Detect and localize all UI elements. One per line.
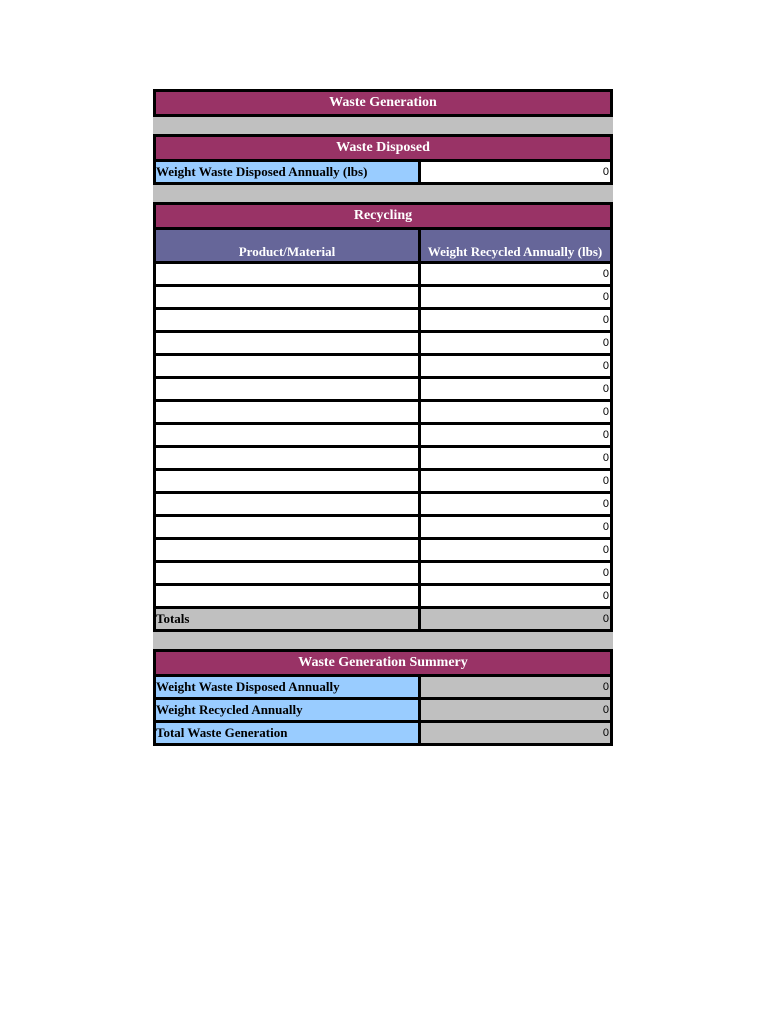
- table-row: [153, 586, 613, 609]
- summary-label: Weight Waste Disposed Annually: [156, 677, 421, 697]
- product-cell[interactable]: [156, 563, 421, 583]
- summary-title: Waste Generation Summery: [298, 655, 468, 670]
- weight-cell[interactable]: 0: [421, 540, 610, 560]
- summary-row: [153, 677, 613, 700]
- summary-value: 0: [421, 677, 610, 697]
- table-row: [153, 356, 613, 379]
- recycling-rows: [153, 264, 613, 609]
- summary-label: Total Waste Generation: [156, 723, 421, 743]
- table-row: [153, 333, 613, 356]
- weight-cell[interactable]: 0: [421, 563, 610, 583]
- product-cell[interactable]: [156, 517, 421, 537]
- waste-disposed-value[interactable]: 0: [421, 162, 610, 182]
- summary-value: 0: [421, 700, 610, 720]
- spacer-row: [153, 632, 613, 649]
- weight-cell[interactable]: 0: [421, 264, 610, 284]
- weight-cell[interactable]: 0: [421, 448, 610, 468]
- waste-generation-title-band: [153, 89, 613, 117]
- summary-value: 0: [421, 723, 610, 743]
- summary-title-band: [153, 649, 613, 677]
- table-row: [153, 517, 613, 540]
- table-row: [153, 563, 613, 586]
- product-cell[interactable]: [156, 379, 421, 399]
- product-cell[interactable]: [156, 540, 421, 560]
- table-row: [153, 264, 613, 287]
- table-row: [153, 310, 613, 333]
- table-row: [153, 287, 613, 310]
- waste-disposed-title-band: [153, 134, 613, 162]
- summary-row: [153, 700, 613, 723]
- product-cell[interactable]: [156, 494, 421, 514]
- summary-label: Weight Recycled Annually: [156, 700, 421, 720]
- spacer-row: [153, 117, 613, 134]
- waste-disposed-label: Weight Waste Disposed Annually (lbs): [156, 162, 421, 182]
- product-cell[interactable]: [156, 310, 421, 330]
- table-row: [153, 402, 613, 425]
- waste-generation-title: Waste Generation: [329, 95, 437, 110]
- table-row: [153, 471, 613, 494]
- waste-disposed-title: Waste Disposed: [336, 140, 430, 155]
- table-row: [153, 448, 613, 471]
- weight-cell[interactable]: 0: [421, 333, 610, 353]
- weight-cell[interactable]: 0: [421, 287, 610, 307]
- worksheet: [153, 89, 613, 746]
- col-header-product: Product/Material: [156, 230, 421, 261]
- product-cell[interactable]: [156, 471, 421, 491]
- col-header-weight: Weight Recycled Annually (lbs): [427, 244, 603, 259]
- totals-value: 0: [421, 609, 610, 629]
- weight-cell[interactable]: 0: [421, 471, 610, 491]
- table-row: [153, 379, 613, 402]
- product-cell[interactable]: [156, 586, 421, 606]
- weight-cell[interactable]: 0: [421, 310, 610, 330]
- weight-cell[interactable]: 0: [421, 517, 610, 537]
- product-cell[interactable]: [156, 264, 421, 284]
- product-cell[interactable]: [156, 333, 421, 353]
- table-row: [153, 494, 613, 517]
- spacer-row: [153, 185, 613, 202]
- table-row: [153, 540, 613, 563]
- weight-cell[interactable]: 0: [421, 586, 610, 606]
- product-cell[interactable]: [156, 287, 421, 307]
- product-cell[interactable]: [156, 402, 421, 422]
- weight-cell[interactable]: 0: [421, 356, 610, 376]
- weight-cell[interactable]: 0: [421, 402, 610, 422]
- recycling-title-band: [153, 202, 613, 230]
- product-cell[interactable]: [156, 448, 421, 468]
- recycling-totals-row: [153, 609, 613, 632]
- weight-cell[interactable]: 0: [421, 425, 610, 445]
- summary-row: [153, 723, 613, 746]
- totals-label: Totals: [156, 609, 421, 629]
- waste-disposed-row: [153, 162, 613, 185]
- product-cell[interactable]: [156, 425, 421, 445]
- weight-cell[interactable]: 0: [421, 379, 610, 399]
- product-cell[interactable]: [156, 356, 421, 376]
- recycling-title: Recycling: [353, 208, 413, 223]
- table-row: [153, 425, 613, 448]
- weight-cell[interactable]: 0: [421, 494, 610, 514]
- recycling-header-row: [153, 230, 613, 264]
